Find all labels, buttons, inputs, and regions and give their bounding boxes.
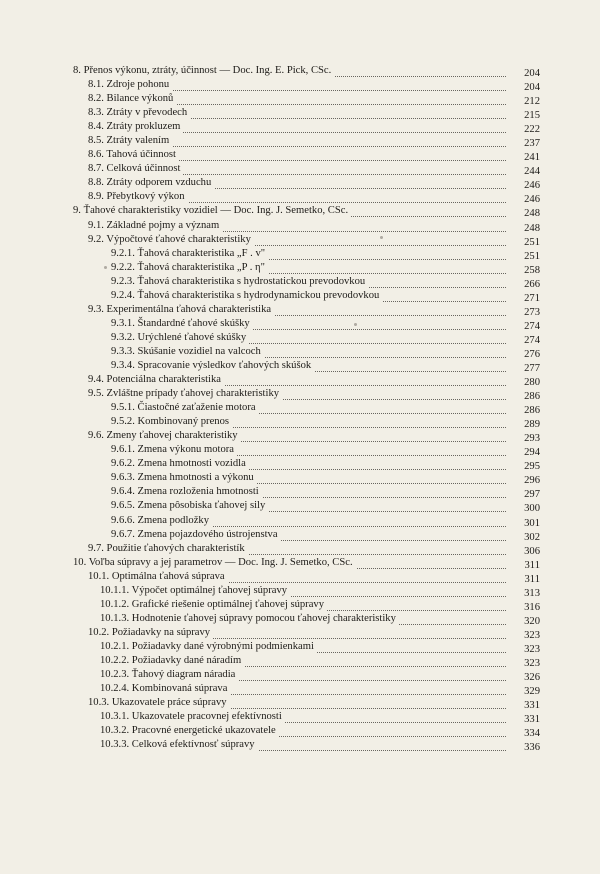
toc-entry <box>0 247 600 261</box>
toc-entry-label <box>88 106 190 120</box>
toc-entry-page: 300 <box>506 502 540 516</box>
toc-entry-number: 10.1.2. <box>100 598 130 610</box>
toc-entry-title: Ťahový diagram náradia <box>131 669 236 681</box>
toc-entry-title: Ťahová charakteristika „F . v" <box>137 247 266 259</box>
toc-entry-number: 10.1.1. <box>100 584 130 596</box>
toc-entry-title: Požiadavky dané výrobnými podmienkami <box>131 640 314 652</box>
toc-entry-number: 9.5. <box>88 388 104 400</box>
toc-entry <box>0 443 600 457</box>
toc-entry <box>0 528 600 542</box>
toc-entry-title: Základné pojmy a význam <box>106 219 220 231</box>
toc-entry-page: 286 <box>506 390 540 404</box>
toc-entry-title: Pracovné energetické ukazovatele <box>131 725 276 737</box>
toc-entry-number: 10.2.1. <box>100 640 130 652</box>
toc-entry-page: 295 <box>506 460 540 474</box>
toc-entry-page: 204 <box>506 81 540 95</box>
toc-entry-title: Ztráty odporem vzduchu <box>106 177 212 189</box>
toc-entry-number: 9.6.7. <box>111 528 135 540</box>
toc-entry <box>0 640 600 654</box>
toc-entry-title: Požiadavky na súpravy <box>111 626 211 638</box>
toc-entry <box>0 148 600 162</box>
toc-entry-label <box>73 204 351 218</box>
toc-entry-title: Ztráty v převodech <box>106 107 188 119</box>
toc-entry-number: 10.1.3. <box>100 612 130 624</box>
toc-entry-number: 8.1. <box>88 79 104 91</box>
toc-entry-page: 251 <box>506 250 540 264</box>
toc-entry <box>0 471 600 485</box>
toc-entry-title: Zmena podložky <box>137 514 209 526</box>
toc-entry-number: 10.3.1. <box>100 711 130 723</box>
toc-entry-title: Ztráty valením <box>106 135 170 147</box>
toc-entry <box>0 654 600 668</box>
toc-entry <box>0 219 600 233</box>
toc-entry-label <box>88 120 183 134</box>
toc-entry <box>0 724 600 738</box>
toc-entry-number: 9.2.2. <box>111 261 135 273</box>
toc-entry-page: 334 <box>506 727 540 741</box>
toc-entry-label <box>88 429 241 443</box>
toc-entry-label <box>88 148 179 162</box>
toc-entry <box>0 612 600 626</box>
toc-entry <box>0 387 600 401</box>
toc-entry-page: 222 <box>506 123 540 137</box>
toc-entry-title: Tahová účinnost <box>106 149 176 161</box>
toc-entry-number: 9.7. <box>88 542 104 554</box>
toc-entry-page: 276 <box>506 348 540 362</box>
toc-entry <box>0 64 600 78</box>
toc-entry <box>0 303 600 317</box>
toc-entry-title: Výpočtové ťahové charakteristiky <box>106 233 251 245</box>
toc-entry <box>0 668 600 682</box>
toc-entry-title: Zmena pojazdového ústrojenstva <box>137 528 278 540</box>
toc-entry <box>0 134 600 148</box>
toc-entry-number: 9.6. <box>88 430 104 442</box>
toc-entry-page: 302 <box>506 531 540 545</box>
toc-entry-page: 274 <box>506 320 540 334</box>
toc-entry-page: 266 <box>506 278 540 292</box>
toc-entry-title: Štandardné ťahové skúšky <box>137 317 250 329</box>
toc-entry-label <box>88 190 188 204</box>
toc-entry <box>0 499 600 513</box>
toc-entry-page: 293 <box>506 432 540 446</box>
toc-entry-label <box>88 176 214 190</box>
toc-entry-number: 8.7. <box>88 163 104 175</box>
toc-entry-label <box>88 626 213 640</box>
toc-entry-title: Optimálna ťahová súprava <box>111 570 225 582</box>
toc-entry <box>0 696 600 710</box>
toc-entry-label <box>88 373 224 387</box>
toc-entry-title: Zmena hmotnosti a výkonu <box>137 472 254 484</box>
toc-entry-number: 9.6.4. <box>111 486 135 498</box>
toc-entry <box>0 738 600 752</box>
toc-entry <box>0 373 600 387</box>
toc-entry-title: Celková účinnost <box>106 163 181 175</box>
toc-entry-label <box>88 219 222 233</box>
toc-entry <box>0 359 600 373</box>
toc-entry-title: Grafické riešenie optimálnej ťahovej súpravy <box>131 598 324 610</box>
toc-entry-page: 273 <box>506 306 540 320</box>
toc-entry-page: 326 <box>506 671 540 685</box>
toc-entry-number: 8.3. <box>88 107 104 119</box>
toc-entry-number: 8.8. <box>88 177 104 189</box>
toc-entry <box>0 106 600 120</box>
toc-entry-title: Skúšanie vozidiel na valcoch <box>137 345 261 357</box>
toc-entry <box>0 710 600 724</box>
toc-entry-number: 10.2.2. <box>100 654 130 666</box>
toc-entry-page: 274 <box>506 334 540 348</box>
toc-entry-label <box>111 359 314 373</box>
toc-entry-page: 329 <box>506 685 540 699</box>
toc-entry-label <box>111 247 268 261</box>
toc-entry-label <box>111 443 237 457</box>
toc-entry-title: Hodnotenie ťahovej súpravy pomocou ťahovej charakteristiky <box>131 612 396 624</box>
toc-entry-page: 316 <box>506 601 540 615</box>
toc-entry-page: 258 <box>506 264 540 278</box>
toc-entry <box>0 401 600 415</box>
toc-entry-label <box>100 738 258 752</box>
toc-entry-label <box>100 640 317 654</box>
toc-entry <box>0 317 600 331</box>
toc-entry-label <box>111 261 268 275</box>
toc-entry-title: Bilance výkonů <box>106 93 174 105</box>
toc-entry-title: Zmeny ťahovej charakteristiky <box>106 430 238 442</box>
toc-entry-page: 212 <box>506 95 540 109</box>
toc-entry-title: Celková efektívnosť súpravy <box>131 739 255 751</box>
toc-entry-title: Kombinovaná súprava <box>131 683 228 695</box>
toc-entry <box>0 556 600 570</box>
toc-entry-label <box>88 303 274 317</box>
toc-entry-label <box>100 584 290 598</box>
toc-entry <box>0 275 600 289</box>
toc-entry-title: Ťahová charakteristika „P . η" <box>137 261 265 273</box>
toc-entry-page: 204 <box>506 67 540 81</box>
toc-entry-page: 301 <box>506 517 540 531</box>
toc-entry <box>0 233 600 247</box>
toc-entry-label <box>88 233 254 247</box>
toc-entry-number: 9.3.4. <box>111 359 135 371</box>
toc-entry-page: 215 <box>506 109 540 123</box>
toc-entry-number: 10. <box>73 556 87 568</box>
toc-entry-label <box>88 92 176 106</box>
toc-entry-label <box>111 345 264 359</box>
toc-entry-label <box>111 528 281 542</box>
toc-entry-page: 336 <box>506 741 540 755</box>
toc-entry-number: 8.2. <box>88 93 104 105</box>
toc-entry-title: Čiastočné zaťaženie motora <box>137 402 256 414</box>
toc-entry <box>0 584 600 598</box>
toc-entry-title: Experimentálna ťahová charakteristika <box>106 303 272 315</box>
toc-entry <box>0 457 600 471</box>
toc-entry-title: Ztráty prokluzem <box>106 121 181 133</box>
toc-entry-number: 8. <box>73 65 81 76</box>
toc-entry-number: 9.3.2. <box>111 331 135 343</box>
toc-entry-label <box>111 317 253 331</box>
toc-entry-title: Kombinovaný prenos <box>137 416 230 428</box>
toc-entry-title: Požiadavky dané náradím <box>131 654 242 666</box>
toc-entry-number: 9. <box>73 205 81 217</box>
toc-entry-page: 311 <box>506 559 540 573</box>
toc-entry-title: Zmena pôsobiska ťahovej sily <box>137 500 266 512</box>
toc-entry-number: 9.3.1. <box>111 317 135 329</box>
toc-entry-label <box>100 598 327 612</box>
toc-entry-page: 294 <box>506 446 540 460</box>
toc-entry <box>0 331 600 345</box>
toc-entry-title: Ťahové charakteristiky vozidiel — Doc. Ing. J. Semetko, CSc. <box>83 205 349 217</box>
toc-entry-number: 9.5.2. <box>111 416 135 428</box>
toc-entry-page: 248 <box>506 222 540 236</box>
toc-entry-page: 244 <box>506 165 540 179</box>
toc-entry <box>0 120 600 134</box>
toc-entry-label <box>88 387 282 401</box>
toc-entry-label <box>88 570 228 584</box>
toc-entry-label <box>111 485 262 499</box>
toc-entry-number: 10.2.4. <box>100 683 130 695</box>
toc-entry-title: Ťahová charakteristika s hydrodynamickou prevodovkou <box>137 289 380 301</box>
toc-entry-number: 9.6.2. <box>111 458 135 470</box>
toc-entry-number: 9.3.3. <box>111 345 135 357</box>
toc-entry <box>0 570 600 584</box>
toc-entry-title: Ukazovatele práce súpravy <box>111 697 227 709</box>
toc-entry-label <box>111 275 368 289</box>
paper-speck <box>354 323 357 326</box>
toc-entry-number: 9.5.1. <box>111 402 135 414</box>
toc-entry-page: 286 <box>506 404 540 418</box>
toc-entry-title: Spracovanie výsledkov ťahových skúšok <box>137 359 312 371</box>
toc-entry <box>0 429 600 443</box>
toc-entry-number: 8.9. <box>88 191 104 203</box>
toc-entry-title: Zmena výkonu motora <box>137 444 234 456</box>
toc-entry-title: Voľba súpravy a jej parametrov — Doc. Ing. J. Semetko, CSc. <box>88 556 353 568</box>
toc-entry-page: 241 <box>506 151 540 165</box>
toc-entry-title: Potenciálna charakteristika <box>106 374 221 386</box>
toc-entry-number: 8.6. <box>88 149 104 161</box>
toc-entry <box>0 162 600 176</box>
toc-entry-title: Zvláštne prípady ťahovej charakteristiky <box>106 388 280 400</box>
toc-entry <box>0 485 600 499</box>
paper-speck <box>380 236 383 239</box>
toc-entry-page: 306 <box>506 545 540 559</box>
toc-entry-number: 9.6.1. <box>111 444 135 456</box>
toc-entry-number: 9.1. <box>88 219 104 231</box>
toc-entry-label <box>100 710 285 724</box>
toc-entry-page: 246 <box>506 193 540 207</box>
toc-entry-number: 10.3.3. <box>100 739 130 751</box>
toc-entry-label <box>111 457 249 471</box>
toc-entry <box>0 542 600 556</box>
toc-entry-number: 8.5. <box>88 135 104 147</box>
toc-entry-number: 9.4. <box>88 374 104 386</box>
toc-entry-number: 10.1. <box>88 570 110 582</box>
toc-entry-page: 323 <box>506 629 540 643</box>
toc-entry-page: 296 <box>506 474 540 488</box>
toc-entry-label <box>100 682 230 696</box>
toc-entry-number: 9.6.3. <box>111 472 135 484</box>
toc-entry-page: 246 <box>506 179 540 193</box>
toc-entry-label <box>100 654 244 668</box>
toc-entry-title: Ťahová charakteristika s hydrostatickou prevodovkou <box>137 275 366 287</box>
toc-entry-title: Ukazovatele pracovnej efektívnosti <box>131 711 282 723</box>
toc-entry-label <box>111 289 382 303</box>
toc-entry-title: Použitie ťahových charakteristík <box>106 542 245 554</box>
toc-entry-number: 9.6.5. <box>111 500 135 512</box>
toc-entry-page: 320 <box>506 615 540 629</box>
toc-entry-label <box>111 415 232 429</box>
toc-entry-page: 297 <box>506 488 540 502</box>
toc-entry-label <box>88 134 172 148</box>
toc-entry-page: 237 <box>506 137 540 151</box>
toc-entry-label <box>88 542 248 556</box>
toc-entry-page: 289 <box>506 418 540 432</box>
toc-entry <box>0 190 600 204</box>
toc-entry-label <box>100 612 399 626</box>
toc-entry-page: 331 <box>506 713 540 727</box>
toc-entry-label <box>111 471 257 485</box>
toc-entry-label <box>88 162 183 176</box>
toc-entry-title: Výpočet optimálnej ťahovej súpravy <box>131 584 288 596</box>
toc-entry-label <box>111 401 259 415</box>
toc-entry-page: 313 <box>506 587 540 601</box>
toc-entry-page: 280 <box>506 376 540 390</box>
toc-entry-title: Přenos výkonu, ztráty, účinnost — Doc. Ing. E. Pick, CSc. <box>83 65 332 76</box>
toc-entry-number: 9.2.4. <box>111 289 135 301</box>
toc-entry-page: 323 <box>506 643 540 657</box>
toc-entry-label <box>100 724 279 738</box>
toc-entry <box>0 261 600 275</box>
toc-entry-label <box>88 78 172 92</box>
toc-entry-number: 10.3.2. <box>100 725 130 737</box>
toc-entry-page: 248 <box>506 207 540 221</box>
toc-entry <box>0 345 600 359</box>
toc-entry-page: 331 <box>506 699 540 713</box>
toc-entry-number: 10.2.3. <box>100 669 130 681</box>
toc-entry <box>0 514 600 528</box>
toc-entry-number: 10.2. <box>88 626 110 638</box>
toc-entry-number: 9.6.6. <box>111 514 135 526</box>
toc-entry-number: 10.3. <box>88 697 110 709</box>
toc-entry-page: 323 <box>506 657 540 671</box>
toc-entry-page: 271 <box>506 292 540 306</box>
toc-entry-page: 251 <box>506 236 540 250</box>
toc-entry-number: 9.2.1. <box>111 247 135 259</box>
toc-entry <box>0 626 600 640</box>
toc-entry-label <box>111 331 249 345</box>
toc-entry-label <box>111 514 212 528</box>
toc-entry <box>0 682 600 696</box>
toc-entry <box>0 204 600 218</box>
toc-entry-page: 277 <box>506 362 540 376</box>
toc-entry-number: 9.2. <box>88 233 104 245</box>
toc-entry <box>0 78 600 92</box>
toc-entry <box>0 176 600 190</box>
toc-entry-label <box>73 556 356 570</box>
toc-entry-label <box>111 499 268 513</box>
paper-speck <box>104 266 107 269</box>
toc-entry-number: 8.4. <box>88 121 104 133</box>
toc-entry-title: Zdroje pohonu <box>106 79 170 91</box>
toc-entry-title: Zmena rozloženia hmotnosti <box>137 486 259 498</box>
toc-entry-label <box>100 668 238 682</box>
toc-entry-number: 9.3. <box>88 303 104 315</box>
toc-entry-number: 9.2.3. <box>111 275 135 287</box>
toc-entry-title: Zmena hmotnosti vozidla <box>137 458 246 470</box>
toc-entry-label <box>73 64 334 78</box>
toc-entry-title: Urýchlené ťahové skúšky <box>137 331 247 343</box>
toc-entry <box>0 289 600 303</box>
table-of-contents <box>0 64 600 752</box>
toc-entry <box>0 415 600 429</box>
toc-entry-title: Přebytkový výkon <box>106 191 185 203</box>
toc-entry <box>0 598 600 612</box>
toc-entry-page: 311 <box>506 573 540 587</box>
toc-entry-label <box>88 696 230 710</box>
toc-entry <box>0 92 600 106</box>
